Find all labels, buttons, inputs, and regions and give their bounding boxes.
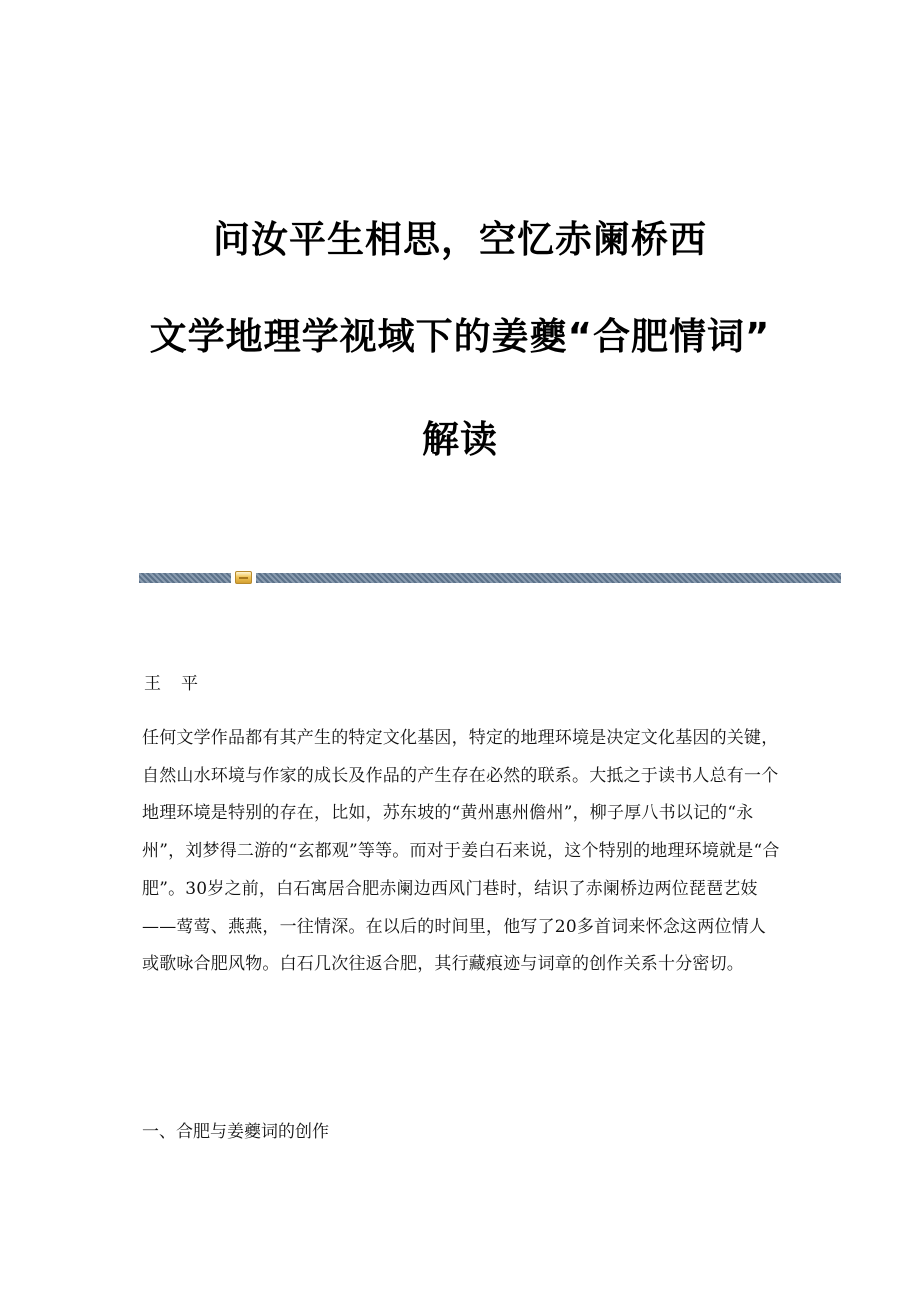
body-paragraph: 任何文学作品都有其产生的特定文化基因，特定的地理环境是决定文化基因的关键，自然山水环境与作家的成长及作品的产生存在必然的联系。大抵之于读书人总有一个地理环境是特别的存在，比如，苏东坡的“黄州惠州儋州”，柳子厚八书以记的“永州”，刘梦得二游的“玄都观”等等。而对于姜白石来说，这个特别的地理环境就是“合肥”。30岁之前，白石寓居合肥赤阑边西风门巷时，结识了赤阑桥边两位琵琶艺妓——莺莺、燕燕，一往情深。在以后的时间里，他写了20多首词来怀念这两位情人或歌咏合肥风物。白石几次往返合肥，其行藏痕迹与词章的创作关系十分密切。: [142, 728, 780, 975]
divider-emblem-icon: [235, 571, 252, 584]
title-divider-left: [139, 573, 231, 583]
section-heading: 一、合肥与姜夔词的创作: [142, 1122, 329, 1142]
author-name: 王平: [144, 674, 218, 694]
title-divider-right: [256, 573, 841, 583]
title-line-1: 问汝平生相思，空忆赤阑桥西: [213, 218, 707, 261]
title-line-2: 文学地理学视域下的姜夔“合肥情词”: [149, 315, 771, 358]
title-line-3: 解读: [422, 418, 498, 461]
